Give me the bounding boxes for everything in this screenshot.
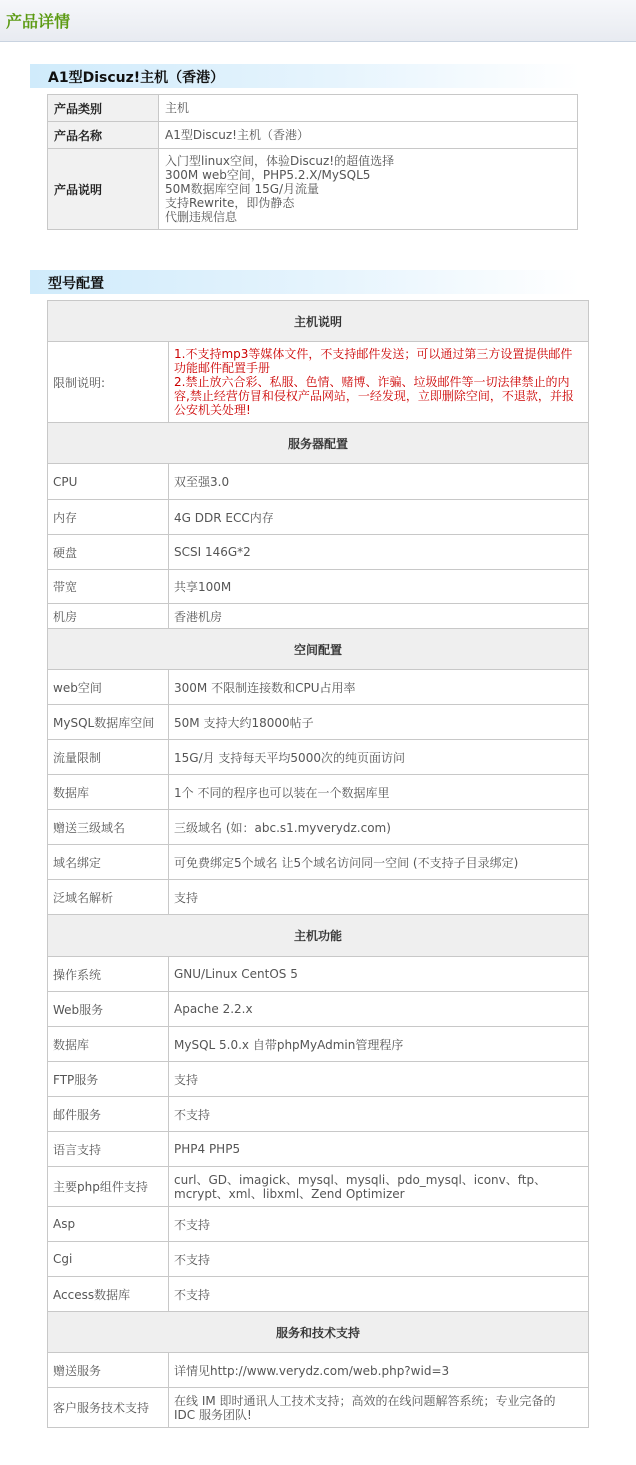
- cell-value: 不支持: [169, 1277, 589, 1312]
- table-row: [48, 775, 589, 810]
- table-row: [48, 740, 589, 775]
- desc-line: 代删违规信息: [165, 210, 238, 224]
- table-row: [48, 122, 578, 149]
- cell-value: 不支持: [169, 1097, 589, 1132]
- desc-label: 产品说明: [48, 149, 159, 230]
- restriction-line: 2.禁止放六合彩、私服、色情、赌博、诈骗、垃圾邮件等一切法律禁止的内容,禁止经营仿冒和侵权产品网站，一经发现，立即删除空间，不退款，并报公安机关处理!: [174, 375, 574, 417]
- product-heading: A1型Discuz!主机（香港）: [48, 70, 225, 86]
- cell-label: 赠送三级域名: [48, 810, 169, 845]
- group-row: [48, 301, 589, 342]
- category-value: 主机: [159, 95, 578, 122]
- table-row: [48, 992, 589, 1027]
- tech-line: IDC 服务团队!: [174, 1407, 252, 1422]
- desc-line: 支持Rewrite，即伪静态: [165, 196, 295, 210]
- cell-label: 内存: [48, 500, 169, 535]
- page-title: 产品详情: [6, 12, 71, 31]
- cell-label: 数据库: [48, 775, 169, 810]
- table-row: [48, 570, 589, 604]
- product-info-table: [47, 94, 578, 230]
- table-row: [48, 1353, 589, 1388]
- cell-value: 共享100M: [169, 570, 589, 604]
- table-row: [48, 95, 578, 122]
- cell-value: 支持: [169, 1062, 589, 1097]
- table-row: [48, 1167, 589, 1207]
- cell-label: 语言支持: [48, 1132, 169, 1167]
- tech-value: [169, 1388, 589, 1428]
- cell-label: CPU: [48, 464, 169, 500]
- gift-label: 赠送服务: [48, 1353, 169, 1388]
- php-label: 主要php组件支持: [48, 1167, 169, 1207]
- cell-value: 可免费绑定5个域名 让5个域名访问同一空间 (不支持子目录绑定): [169, 845, 589, 880]
- cell-value: SCSI 146G*2: [169, 535, 589, 570]
- cell-value: 不支持: [169, 1207, 589, 1242]
- cell-label: 域名绑定: [48, 845, 169, 880]
- php-line: curl、GD、imagick、mysql、mysqli、pdo_mysql、iconv、ftp、: [174, 1172, 547, 1187]
- cell-value: 1个 不同的程序也可以装在一个数据库里: [169, 775, 589, 810]
- table-row: [48, 880, 589, 915]
- cell-label: 机房: [48, 604, 169, 629]
- table-row: [48, 1132, 589, 1167]
- group-row: [48, 423, 589, 464]
- cell-value: PHP4 PHP5: [169, 1132, 589, 1167]
- cell-label: Access数据库: [48, 1277, 169, 1312]
- group-row: [48, 915, 589, 957]
- table-row: [48, 342, 589, 423]
- table-row: [48, 535, 589, 570]
- table-row: [48, 149, 578, 230]
- config-section-header: [30, 270, 580, 294]
- group-row: [48, 629, 589, 670]
- cell-value: 支持: [169, 880, 589, 915]
- group-space: 空间配置: [48, 629, 589, 670]
- cell-value: 15G/月 支持每天平均5000次的纯页面访问: [169, 740, 589, 775]
- cell-value: 50M 支持大约18000帖子: [169, 705, 589, 740]
- gift-value: 详情见http://www.verydz.com/web.php?wid=3: [169, 1353, 589, 1388]
- cell-value: 300M 不限制连接数和CPU占用率: [169, 670, 589, 705]
- table-row: [48, 1027, 589, 1062]
- desc-value: [159, 149, 578, 230]
- table-row: [48, 464, 589, 500]
- cell-value: 4G DDR ECC内存: [169, 500, 589, 535]
- category-label: 产品类别: [48, 95, 159, 122]
- cell-label: 泛域名解析: [48, 880, 169, 915]
- table-row: [48, 810, 589, 845]
- desc-line: 300M web空间，PHP5.2.X/MySQL5: [165, 168, 371, 182]
- restriction-value: [169, 342, 589, 423]
- table-row: [48, 1242, 589, 1277]
- desc-line: 入门型linux空间，体验Discuz!的超值选择: [165, 154, 395, 168]
- php-value: [169, 1167, 589, 1207]
- table-row: [48, 500, 589, 535]
- restriction-label: 限制说明:: [48, 342, 169, 423]
- group-host-desc: 主机说明: [48, 301, 589, 342]
- php-line: mcrypt、xml、libxml、Zend Optimizer: [174, 1186, 405, 1201]
- page-header: [0, 0, 636, 42]
- table-row: [48, 957, 589, 992]
- group-row: [48, 1312, 589, 1353]
- table-row: [48, 1207, 589, 1242]
- cell-label: 流量限制: [48, 740, 169, 775]
- table-row: [48, 705, 589, 740]
- tech-label: 客户服务技术支持: [48, 1388, 169, 1428]
- table-row: [48, 845, 589, 880]
- cell-value: 双至强3.0: [169, 464, 589, 500]
- cell-label: FTP服务: [48, 1062, 169, 1097]
- cell-label: 邮件服务: [48, 1097, 169, 1132]
- group-server: 服务器配置: [48, 423, 589, 464]
- cell-label: 数据库: [48, 1027, 169, 1062]
- cell-label: web空间: [48, 670, 169, 705]
- name-label: 产品名称: [48, 122, 159, 149]
- table-row: [48, 604, 589, 629]
- cell-value: MySQL 5.0.x 自带phpMyAdmin管理程序: [169, 1027, 589, 1062]
- product-section-header: [30, 64, 580, 88]
- cell-value: Apache 2.2.x: [169, 992, 589, 1027]
- table-row: [48, 670, 589, 705]
- group-support: 服务和技术支持: [48, 1312, 589, 1353]
- cell-label: 硬盘: [48, 535, 169, 570]
- table-row: [48, 1062, 589, 1097]
- cell-label: MySQL数据库空间: [48, 705, 169, 740]
- desc-line: 50M数据库空间 15G/月流量: [165, 182, 320, 196]
- table-row: [48, 1097, 589, 1132]
- cell-label: 操作系统: [48, 957, 169, 992]
- cell-label: Cgi: [48, 1242, 169, 1277]
- restriction-line: 1.不支持mp3等媒体文件，不支持邮件发送；可以通过第三方设置提供邮件功能邮件配置手册: [174, 347, 573, 375]
- name-value: A1型Discuz!主机（香港）: [159, 122, 578, 149]
- table-row: [48, 1277, 589, 1312]
- tech-line: 在线 IM 即时通讯人工技术支持；高效的在线问题解答系统；专业完备的: [174, 1393, 556, 1408]
- cell-label: Asp: [48, 1207, 169, 1242]
- cell-value: 不支持: [169, 1242, 589, 1277]
- cell-label: Web服务: [48, 992, 169, 1027]
- config-table: [47, 300, 589, 1428]
- cell-value: 三级域名 (如：abc.s1.myverydz.com): [169, 810, 589, 845]
- cell-value: GNU/Linux CentOS 5: [169, 957, 589, 992]
- group-features: 主机功能: [48, 915, 589, 957]
- config-heading: 型号配置: [48, 276, 104, 292]
- cell-label: 带宽: [48, 570, 169, 604]
- table-row: [48, 1388, 589, 1428]
- cell-value: 香港机房: [169, 604, 589, 629]
